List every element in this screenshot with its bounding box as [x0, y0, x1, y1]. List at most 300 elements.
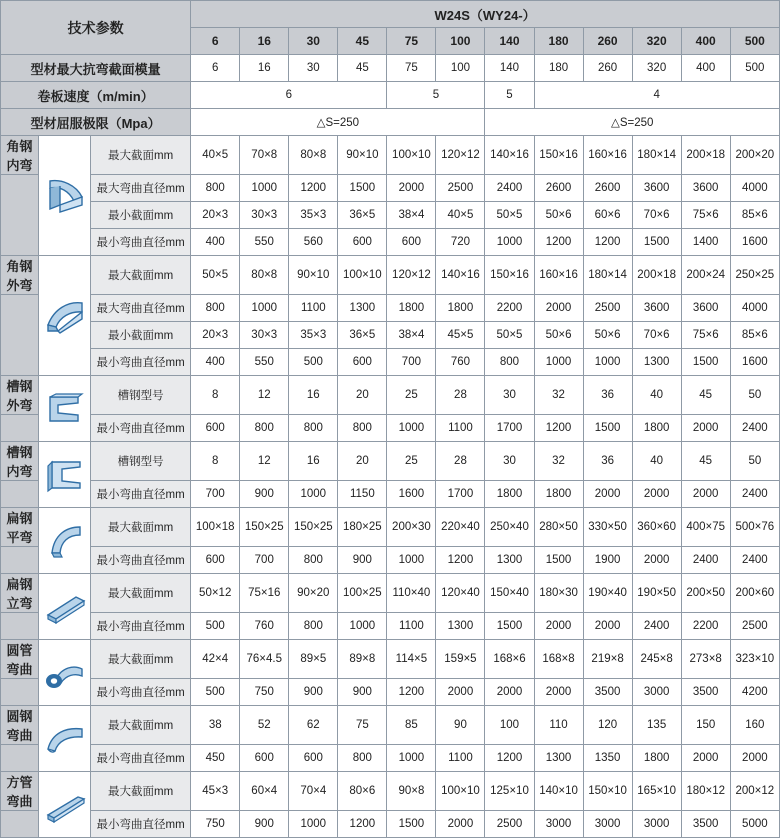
row-sub-label: 最小弯曲直径mm [91, 547, 191, 574]
data-value: 1400 [681, 229, 730, 256]
data-value: 1300 [534, 745, 583, 772]
data-value: 38×4 [387, 322, 436, 349]
row-sub-label: 最大截面mm [91, 706, 191, 745]
data-value: 600 [240, 745, 289, 772]
data-row [1, 679, 780, 706]
data-value: 90×10 [338, 136, 387, 175]
data-value: 1600 [730, 229, 779, 256]
data-value: 100×10 [436, 772, 485, 811]
model-header: 500 [730, 28, 779, 55]
data-value: 100×10 [338, 256, 387, 295]
data-value: 273×8 [681, 640, 730, 679]
data-value: 2000 [632, 547, 681, 574]
data-row [1, 574, 780, 613]
data-value: 2400 [730, 481, 779, 508]
data-value: 150×16 [534, 136, 583, 175]
data-value: 2000 [681, 745, 730, 772]
data-value: 1350 [583, 745, 632, 772]
model-header: 140 [485, 28, 534, 55]
data-value: 600 [191, 547, 240, 574]
row-sub-label: 最大截面mm [91, 574, 191, 613]
data-value: 80×8 [289, 136, 338, 175]
data-value: 180×12 [681, 772, 730, 811]
row-sub-label: 最小弯曲直径mm [91, 481, 191, 508]
data-value: 45 [681, 376, 730, 415]
data-value: 600 [387, 229, 436, 256]
data-value: 76×4.5 [240, 640, 289, 679]
data-value: 2000 [583, 481, 632, 508]
row-sub-label: 最小截面mm [91, 322, 191, 349]
model-header: 45 [338, 28, 387, 55]
model-header: 180 [534, 28, 583, 55]
data-value: 3600 [681, 295, 730, 322]
row-sub-label: 槽钢型号 [91, 376, 191, 415]
data-value: 38 [191, 706, 240, 745]
data-value: 70×4 [289, 772, 338, 811]
data-value: 1800 [485, 481, 534, 508]
data-value: 3000 [534, 811, 583, 838]
tech-param-label: 技术参数 [1, 1, 191, 55]
data-value: 30×3 [240, 202, 289, 229]
data-value: 20 [338, 376, 387, 415]
data-value: 168×8 [534, 640, 583, 679]
data-value: 165×10 [632, 772, 681, 811]
data-value: 600 [338, 229, 387, 256]
data-value: 800 [191, 295, 240, 322]
data-value: 90×10 [289, 256, 338, 295]
data-value: 2000 [436, 811, 485, 838]
data-value: 800 [240, 415, 289, 442]
data-value: 32 [534, 376, 583, 415]
row-sub-label: 最小弯曲直径mm [91, 349, 191, 376]
data-value: 70×6 [632, 202, 681, 229]
data-value: 1500 [583, 415, 632, 442]
spec-row-value: 5 [387, 82, 485, 109]
row-sub-label: 最小弯曲直径mm [91, 679, 191, 706]
data-value: 330×50 [583, 508, 632, 547]
row-sub-label: 最大截面mm [91, 508, 191, 547]
data-value: 200×18 [681, 136, 730, 175]
data-value: 600 [289, 745, 338, 772]
spec-row-value: 100 [436, 55, 485, 82]
data-value: 100×25 [338, 574, 387, 613]
data-value: 800 [191, 175, 240, 202]
data-value: 50×6 [534, 322, 583, 349]
group-name: 扁钢立弯 [1, 574, 39, 613]
data-value: 5000 [730, 811, 779, 838]
data-value: 1000 [240, 175, 289, 202]
data-value: 3500 [681, 811, 730, 838]
data-value: 1300 [485, 547, 534, 574]
data-value: 90×8 [387, 772, 436, 811]
spec-row-value: 260 [583, 55, 632, 82]
data-value: 12 [240, 442, 289, 481]
data-value: 40 [632, 376, 681, 415]
data-value: 1200 [583, 229, 632, 256]
data-value: 3600 [681, 175, 730, 202]
data-value: 2400 [730, 547, 779, 574]
data-value: 16 [289, 376, 338, 415]
data-row [1, 376, 780, 415]
data-value: 1800 [436, 295, 485, 322]
row-sub-label: 最大截面mm [91, 136, 191, 175]
data-value: 40 [632, 442, 681, 481]
data-value: 150×25 [289, 508, 338, 547]
model-header: 6 [191, 28, 240, 55]
header-row-title [1, 1, 780, 28]
data-value: 200×12 [730, 772, 779, 811]
group-name: 槽钢外弯 [1, 376, 39, 415]
data-value: 200×60 [730, 574, 779, 613]
data-value: 1500 [485, 613, 534, 640]
data-value: 2500 [436, 175, 485, 202]
data-value: 1200 [387, 679, 436, 706]
data-value: 2400 [681, 547, 730, 574]
spec-row-value: 500 [730, 55, 779, 82]
data-value: 70×8 [240, 136, 289, 175]
data-value: 800 [289, 415, 338, 442]
data-value: 20 [338, 442, 387, 481]
data-value: 2000 [534, 295, 583, 322]
group-name-filler [1, 175, 39, 256]
data-value: 2500 [583, 295, 632, 322]
data-value: 4200 [730, 679, 779, 706]
data-value: 150 [681, 706, 730, 745]
data-value: 2400 [730, 415, 779, 442]
data-row [1, 745, 780, 772]
square-pipe-bend-icon [39, 772, 91, 838]
data-value: 245×8 [632, 640, 681, 679]
data-value: 36 [583, 442, 632, 481]
spec-row-label: 型材最大抗弯截面模量 [1, 55, 191, 82]
data-value: 190×40 [583, 574, 632, 613]
data-value: 8 [191, 442, 240, 481]
data-row [1, 613, 780, 640]
data-value: 2000 [387, 175, 436, 202]
data-value: 1700 [485, 415, 534, 442]
data-value: 760 [240, 613, 289, 640]
data-value: 30×3 [240, 322, 289, 349]
data-value: 38×4 [387, 202, 436, 229]
data-value: 114×5 [387, 640, 436, 679]
data-value: 35×3 [289, 202, 338, 229]
spec-row-value: △S=250 [191, 109, 485, 136]
data-value: 89×5 [289, 640, 338, 679]
round-steel-bend-icon [39, 706, 91, 772]
data-row [1, 772, 780, 811]
data-value: 360×60 [632, 508, 681, 547]
data-value: 1150 [338, 481, 387, 508]
data-value: 25 [387, 442, 436, 481]
data-value: 2600 [583, 175, 632, 202]
data-value: 50×5 [485, 202, 534, 229]
data-value: 100×18 [191, 508, 240, 547]
row-sub-label: 最小弯曲直径mm [91, 415, 191, 442]
flat-steel-edge-bend-icon [39, 574, 91, 640]
data-value: 760 [436, 349, 485, 376]
data-row [1, 229, 780, 256]
data-value: 900 [240, 481, 289, 508]
spec-row-value: 140 [485, 55, 534, 82]
data-value: 2000 [730, 745, 779, 772]
row-sub-label: 最大截面mm [91, 772, 191, 811]
model-header: 400 [681, 28, 730, 55]
data-value: 150×25 [240, 508, 289, 547]
row-sub-label: 最小弯曲直径mm [91, 745, 191, 772]
spec-row [1, 109, 780, 136]
data-value: 1200 [338, 811, 387, 838]
data-value: 36 [583, 376, 632, 415]
data-value: 50×6 [534, 202, 583, 229]
data-value: 120×40 [436, 574, 485, 613]
data-value: 280×50 [534, 508, 583, 547]
group-name-filler [1, 481, 39, 508]
data-value: 1000 [240, 295, 289, 322]
data-value: 1000 [289, 481, 338, 508]
data-value: 85×6 [730, 202, 779, 229]
data-value: 30 [485, 376, 534, 415]
data-row [1, 349, 780, 376]
group-name: 方管弯曲 [1, 772, 39, 811]
data-value: 500 [191, 679, 240, 706]
data-row [1, 322, 780, 349]
data-value: 75×6 [681, 322, 730, 349]
data-value: 2500 [730, 613, 779, 640]
data-value: 1000 [583, 349, 632, 376]
data-value: 168×6 [485, 640, 534, 679]
data-value: 50×5 [191, 256, 240, 295]
data-value: 200×20 [730, 136, 779, 175]
data-value: 2500 [485, 811, 534, 838]
spec-row-value: 6 [191, 82, 387, 109]
data-value: 159×5 [436, 640, 485, 679]
data-value: 2600 [534, 175, 583, 202]
data-value: 220×40 [436, 508, 485, 547]
data-row [1, 481, 780, 508]
data-value: 4000 [730, 295, 779, 322]
data-value: 75×6 [681, 202, 730, 229]
data-value: 20×3 [191, 202, 240, 229]
data-value: 160×16 [583, 136, 632, 175]
data-value: 85 [387, 706, 436, 745]
channel-steel-outer-bend-icon [39, 376, 91, 442]
spec-row-label: 型材屈服极限（Mpa） [1, 109, 191, 136]
data-value: 1600 [730, 349, 779, 376]
data-value: 900 [338, 679, 387, 706]
data-value: 110 [534, 706, 583, 745]
data-row [1, 706, 780, 745]
data-row [1, 256, 780, 295]
data-value: 80×8 [240, 256, 289, 295]
data-row [1, 508, 780, 547]
data-value: 40×5 [436, 202, 485, 229]
data-value: 89×8 [338, 640, 387, 679]
group-name-filler [1, 613, 39, 640]
data-value: 750 [191, 811, 240, 838]
group-name-filler [1, 295, 39, 376]
data-value: 1200 [534, 415, 583, 442]
data-value: 180×25 [338, 508, 387, 547]
data-value: 42×4 [191, 640, 240, 679]
data-value: 1700 [436, 481, 485, 508]
data-value: 800 [485, 349, 534, 376]
data-value: 2000 [681, 415, 730, 442]
data-value: 28 [436, 376, 485, 415]
group-name: 扁钢平弯 [1, 508, 39, 547]
data-value: 60×6 [583, 202, 632, 229]
data-value: 200×24 [681, 256, 730, 295]
data-value: 2000 [681, 481, 730, 508]
data-value: 200×30 [387, 508, 436, 547]
data-value: 1800 [632, 745, 681, 772]
data-value: 3500 [583, 679, 632, 706]
data-value: 62 [289, 706, 338, 745]
data-value: 800 [289, 613, 338, 640]
data-value: 45×3 [191, 772, 240, 811]
data-value: 40×5 [191, 136, 240, 175]
data-value: 700 [387, 349, 436, 376]
data-value: 30 [485, 442, 534, 481]
data-value: 560 [289, 229, 338, 256]
spec-row-value: 180 [534, 55, 583, 82]
data-value: 110×40 [387, 574, 436, 613]
spec-row-value: △S=250 [485, 109, 780, 136]
data-value: 125×10 [485, 772, 534, 811]
data-value: 3000 [632, 679, 681, 706]
data-value: 2000 [534, 613, 583, 640]
data-value: 140×16 [436, 256, 485, 295]
data-value: 1100 [436, 415, 485, 442]
data-value: 1300 [436, 613, 485, 640]
data-value: 2000 [436, 679, 485, 706]
data-value: 1100 [436, 745, 485, 772]
row-sub-label: 最大截面mm [91, 256, 191, 295]
data-value: 2200 [485, 295, 534, 322]
data-value: 800 [289, 547, 338, 574]
data-value: 8 [191, 376, 240, 415]
data-value: 2200 [681, 613, 730, 640]
data-value: 160 [730, 706, 779, 745]
data-value: 140×10 [534, 772, 583, 811]
data-value: 1800 [632, 415, 681, 442]
data-value: 500 [289, 349, 338, 376]
data-value: 45 [681, 442, 730, 481]
spec-row-value: 4 [534, 82, 779, 109]
group-name-filler [1, 745, 39, 772]
data-value: 100×10 [387, 136, 436, 175]
data-value: 50 [730, 376, 779, 415]
data-value: 250×25 [730, 256, 779, 295]
data-value: 1000 [534, 349, 583, 376]
data-value: 12 [240, 376, 289, 415]
data-value: 1300 [632, 349, 681, 376]
data-row [1, 136, 780, 175]
data-value: 2400 [632, 613, 681, 640]
data-value: 90 [436, 706, 485, 745]
data-value: 1800 [534, 481, 583, 508]
group-name: 槽钢内弯 [1, 442, 39, 481]
data-value: 85×6 [730, 322, 779, 349]
spec-row-value: 400 [681, 55, 730, 82]
data-value: 100 [485, 706, 534, 745]
data-value: 1500 [338, 175, 387, 202]
data-value: 1200 [289, 175, 338, 202]
spec-row-value: 45 [338, 55, 387, 82]
data-value: 2000 [485, 679, 534, 706]
data-row [1, 811, 780, 838]
data-value: 70×6 [632, 322, 681, 349]
data-value: 1800 [387, 295, 436, 322]
data-value: 135 [632, 706, 681, 745]
data-value: 3600 [632, 295, 681, 322]
data-value: 1000 [485, 229, 534, 256]
data-value: 3500 [681, 679, 730, 706]
data-value: 250×40 [485, 508, 534, 547]
angle-steel-outer-bend-icon [39, 256, 91, 376]
data-value: 1000 [338, 613, 387, 640]
model-header: 30 [289, 28, 338, 55]
data-value: 750 [240, 679, 289, 706]
row-sub-label: 槽钢型号 [91, 442, 191, 481]
spec-row-label: 卷板速度（m/min） [1, 82, 191, 109]
data-value: 900 [338, 547, 387, 574]
group-name: 角钢外弯 [1, 256, 39, 295]
data-value: 1500 [534, 547, 583, 574]
data-value: 90×20 [289, 574, 338, 613]
data-value: 190×50 [632, 574, 681, 613]
data-row [1, 640, 780, 679]
group-name: 圆管弯曲 [1, 640, 39, 679]
data-value: 36×5 [338, 322, 387, 349]
data-value: 52 [240, 706, 289, 745]
data-value: 50×5 [485, 322, 534, 349]
data-value: 900 [289, 679, 338, 706]
model-header: 260 [583, 28, 632, 55]
data-value: 150×16 [485, 256, 534, 295]
data-value: 1000 [387, 745, 436, 772]
data-value: 180×30 [534, 574, 583, 613]
data-value: 323×10 [730, 640, 779, 679]
data-value: 180×14 [632, 136, 681, 175]
data-value: 25 [387, 376, 436, 415]
data-value: 400 [191, 229, 240, 256]
data-value: 1000 [387, 547, 436, 574]
spec-row [1, 55, 780, 82]
channel-steel-inner-bend-icon [39, 442, 91, 508]
data-value: 3000 [632, 811, 681, 838]
data-value: 160×16 [534, 256, 583, 295]
spec-row-value: 16 [240, 55, 289, 82]
row-sub-label: 最小弯曲直径mm [91, 613, 191, 640]
data-row [1, 415, 780, 442]
data-value: 1500 [632, 229, 681, 256]
data-value: 75×16 [240, 574, 289, 613]
data-value: 140×16 [485, 136, 534, 175]
model-header: 75 [387, 28, 436, 55]
data-value: 200×18 [632, 256, 681, 295]
data-value: 700 [240, 547, 289, 574]
group-name: 圆钢弯曲 [1, 706, 39, 745]
data-value: 28 [436, 442, 485, 481]
data-value: 2000 [632, 481, 681, 508]
data-value: 180×14 [583, 256, 632, 295]
data-value: 450 [191, 745, 240, 772]
row-sub-label: 最大弯曲直径mm [91, 175, 191, 202]
row-sub-label: 最大截面mm [91, 640, 191, 679]
data-value: 50 [730, 442, 779, 481]
round-pipe-bend-icon [39, 640, 91, 706]
data-value: 900 [240, 811, 289, 838]
